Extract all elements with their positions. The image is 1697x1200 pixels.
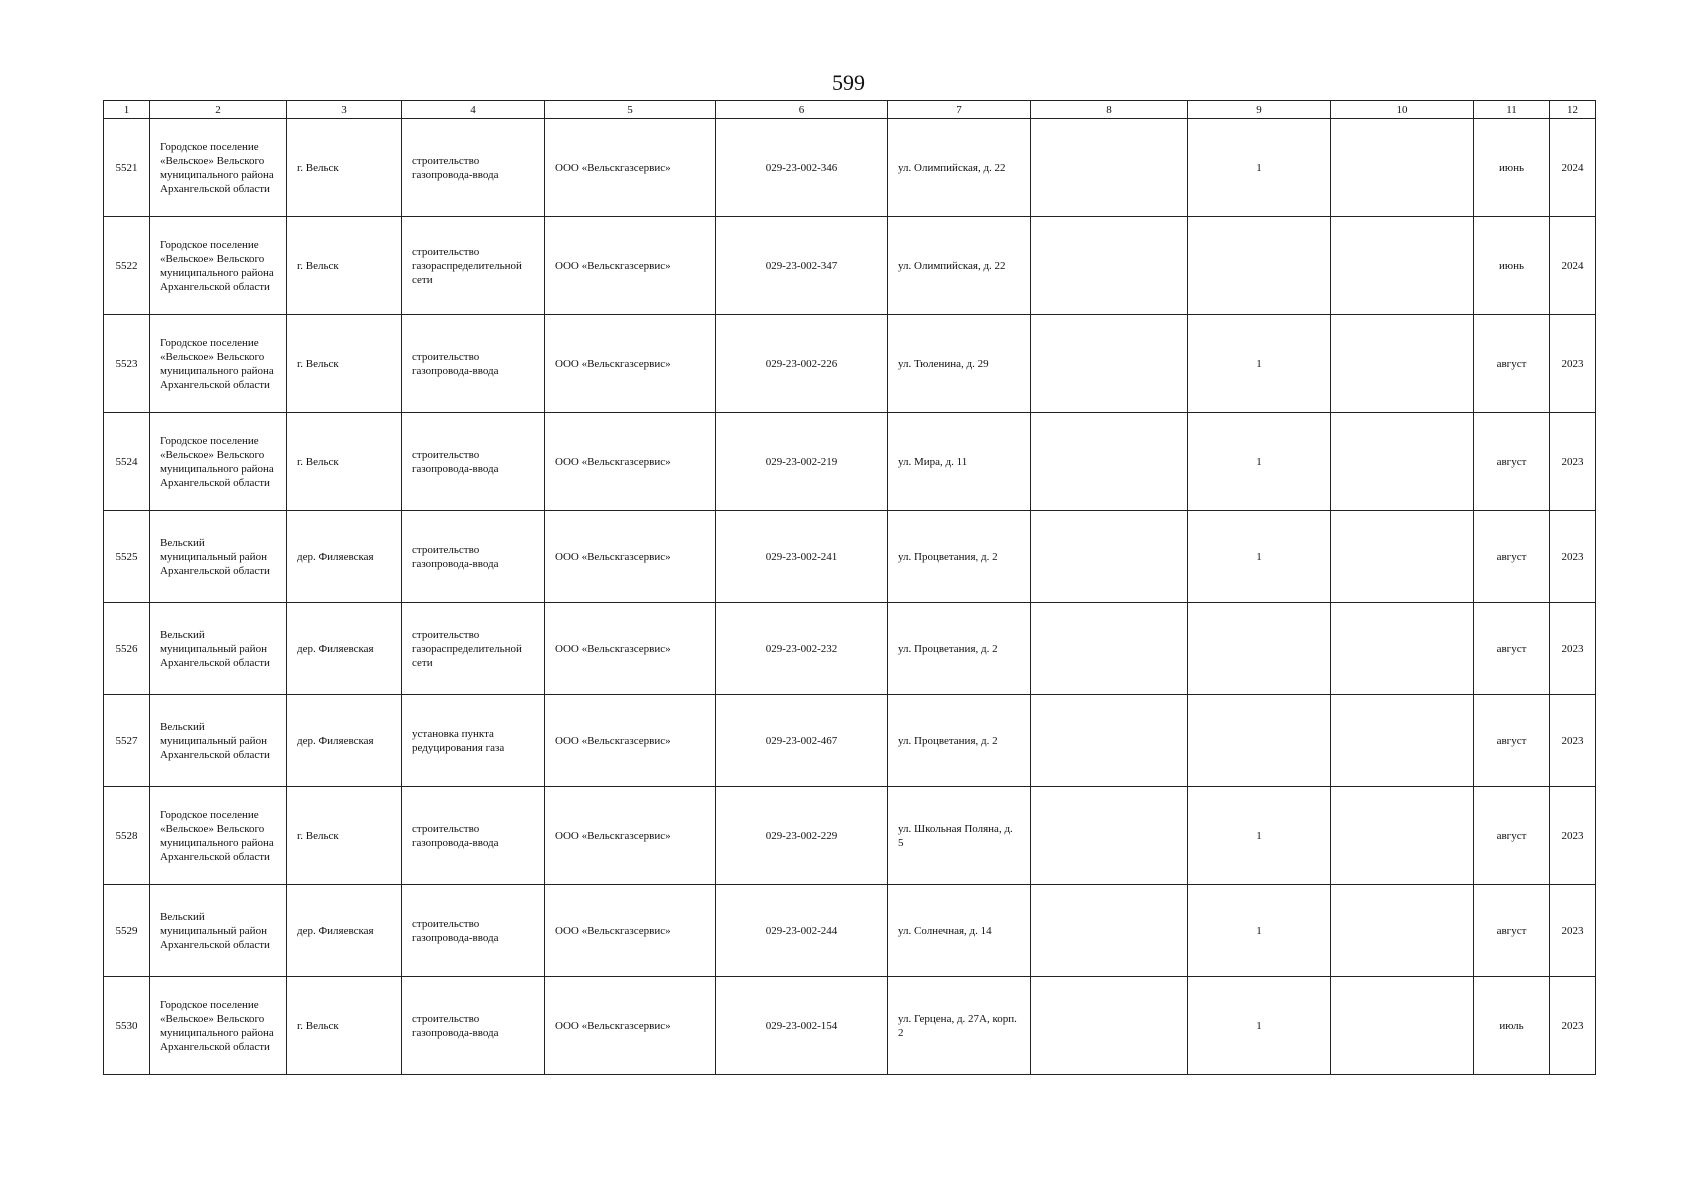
table-row	[104, 885, 1596, 977]
organization-cell: ООО «Вельскгазсервис»	[545, 695, 716, 787]
locality-cell: дер. Филяевская	[287, 603, 402, 695]
column-header: 9	[1188, 101, 1331, 119]
municipality-cell: Вельский муниципальный район Архангельской области	[150, 695, 287, 787]
column-header: 10	[1331, 101, 1474, 119]
table-row	[104, 603, 1596, 695]
column-8-cell	[1031, 413, 1188, 511]
row-number: 5522	[104, 217, 150, 315]
row-number: 5521	[104, 119, 150, 217]
column-8-cell	[1031, 315, 1188, 413]
register-table	[103, 100, 1596, 1075]
count-cell: 1	[1188, 511, 1331, 603]
organization-cell: ООО «Вельскгазсервис»	[545, 315, 716, 413]
year-cell: 2023	[1550, 885, 1596, 977]
column-10-cell	[1331, 885, 1474, 977]
column-10-cell	[1331, 217, 1474, 315]
locality-cell: г. Вельск	[287, 119, 402, 217]
address-cell: ул. Школьная Поляна, д. 5	[888, 787, 1031, 885]
work-type-cell: строительство газопровода-ввода	[402, 315, 545, 413]
table-row	[104, 977, 1596, 1075]
month-cell: июнь	[1474, 119, 1550, 217]
column-header: 11	[1474, 101, 1550, 119]
address-cell: ул. Герцена, д. 27А, корп. 2	[888, 977, 1031, 1075]
municipality-cell: Городское поселение «Вельское» Вельского муниципального района Архангельской области	[150, 217, 287, 315]
column-header: 8	[1031, 101, 1188, 119]
address-cell: ул. Тюленина, д. 29	[888, 315, 1031, 413]
work-type-cell: строительство газопровода-ввода	[402, 977, 545, 1075]
object-code-cell: 029-23-002-346	[716, 119, 888, 217]
organization-cell: ООО «Вельскгазсервис»	[545, 511, 716, 603]
count-cell: 1	[1188, 315, 1331, 413]
table-row	[104, 695, 1596, 787]
work-type-cell: установка пункта редуцирования газа	[402, 695, 545, 787]
column-header: 5	[545, 101, 716, 119]
table-row	[104, 413, 1596, 511]
count-cell: 1	[1188, 977, 1331, 1075]
count-cell	[1188, 603, 1331, 695]
locality-cell: г. Вельск	[287, 217, 402, 315]
count-cell: 1	[1188, 119, 1331, 217]
locality-cell: г. Вельск	[287, 977, 402, 1075]
locality-cell: г. Вельск	[287, 787, 402, 885]
column-8-cell	[1031, 217, 1188, 315]
table-row	[104, 787, 1596, 885]
object-code-cell: 029-23-002-467	[716, 695, 888, 787]
column-10-cell	[1331, 511, 1474, 603]
year-cell: 2023	[1550, 603, 1596, 695]
object-code-cell: 029-23-002-232	[716, 603, 888, 695]
year-cell: 2023	[1550, 787, 1596, 885]
organization-cell: ООО «Вельскгазсервис»	[545, 217, 716, 315]
object-code-cell: 029-23-002-219	[716, 413, 888, 511]
column-8-cell	[1031, 695, 1188, 787]
column-8-cell	[1031, 787, 1188, 885]
work-type-cell: строительство газопровода-ввода	[402, 119, 545, 217]
count-cell: 1	[1188, 413, 1331, 511]
table-row	[104, 315, 1596, 413]
year-cell: 2023	[1550, 695, 1596, 787]
address-cell: ул. Процветания, д. 2	[888, 695, 1031, 787]
table-body	[104, 119, 1596, 1075]
column-number-row	[104, 101, 1596, 119]
year-cell: 2023	[1550, 511, 1596, 603]
organization-cell: ООО «Вельскгазсервис»	[545, 413, 716, 511]
year-cell: 2023	[1550, 977, 1596, 1075]
locality-cell: дер. Филяевская	[287, 511, 402, 603]
row-number: 5529	[104, 885, 150, 977]
object-code-cell: 029-23-002-229	[716, 787, 888, 885]
table-row	[104, 511, 1596, 603]
address-cell: ул. Олимпийская, д. 22	[888, 217, 1031, 315]
row-number: 5524	[104, 413, 150, 511]
municipality-cell: Вельский муниципальный район Архангельской области	[150, 603, 287, 695]
month-cell: август	[1474, 787, 1550, 885]
column-8-cell	[1031, 885, 1188, 977]
address-cell: ул. Мира, д. 11	[888, 413, 1031, 511]
month-cell: июль	[1474, 977, 1550, 1075]
month-cell: август	[1474, 885, 1550, 977]
column-10-cell	[1331, 119, 1474, 217]
address-cell: ул. Олимпийская, д. 22	[888, 119, 1031, 217]
municipality-cell: Вельский муниципальный район Архангельской области	[150, 511, 287, 603]
object-code-cell: 029-23-002-347	[716, 217, 888, 315]
month-cell: июнь	[1474, 217, 1550, 315]
year-cell: 2024	[1550, 119, 1596, 217]
locality-cell: дер. Филяевская	[287, 885, 402, 977]
object-code-cell: 029-23-002-154	[716, 977, 888, 1075]
work-type-cell: строительство газопровода-ввода	[402, 413, 545, 511]
municipality-cell: Городское поселение «Вельское» Вельского муниципального района Архангельской области	[150, 315, 287, 413]
column-header: 6	[716, 101, 888, 119]
column-header: 12	[1550, 101, 1596, 119]
column-10-cell	[1331, 695, 1474, 787]
address-cell: ул. Процветания, д. 2	[888, 511, 1031, 603]
count-cell: 1	[1188, 787, 1331, 885]
month-cell: август	[1474, 511, 1550, 603]
year-cell: 2023	[1550, 413, 1596, 511]
column-8-cell	[1031, 603, 1188, 695]
row-number: 5526	[104, 603, 150, 695]
work-type-cell: строительство газопровода-ввода	[402, 787, 545, 885]
work-type-cell: строительство газораспределительной сети	[402, 603, 545, 695]
row-number: 5523	[104, 315, 150, 413]
address-cell: ул. Солнечная, д. 14	[888, 885, 1031, 977]
locality-cell: г. Вельск	[287, 413, 402, 511]
work-type-cell: строительство газораспределительной сети	[402, 217, 545, 315]
organization-cell: ООО «Вельскгазсервис»	[545, 787, 716, 885]
object-code-cell: 029-23-002-226	[716, 315, 888, 413]
municipality-cell: Вельский муниципальный район Архангельской области	[150, 885, 287, 977]
locality-cell: дер. Филяевская	[287, 695, 402, 787]
municipality-cell: Городское поселение «Вельское» Вельского муниципального района Архангельской области	[150, 787, 287, 885]
count-cell: 1	[1188, 885, 1331, 977]
month-cell: август	[1474, 603, 1550, 695]
month-cell: август	[1474, 413, 1550, 511]
column-10-cell	[1331, 413, 1474, 511]
organization-cell: ООО «Вельскгазсервис»	[545, 119, 716, 217]
column-10-cell	[1331, 315, 1474, 413]
address-cell: ул. Процветания, д. 2	[888, 603, 1031, 695]
municipality-cell: Городское поселение «Вельское» Вельского муниципального района Архангельской области	[150, 413, 287, 511]
row-number: 5528	[104, 787, 150, 885]
column-header: 3	[287, 101, 402, 119]
year-cell: 2023	[1550, 315, 1596, 413]
column-header: 7	[888, 101, 1031, 119]
column-8-cell	[1031, 977, 1188, 1075]
table-row	[104, 119, 1596, 217]
work-type-cell: строительство газопровода-ввода	[402, 885, 545, 977]
work-type-cell: строительство газопровода-ввода	[402, 511, 545, 603]
column-header: 4	[402, 101, 545, 119]
municipality-cell: Городское поселение «Вельское» Вельского муниципального района Архангельской области	[150, 977, 287, 1075]
object-code-cell: 029-23-002-241	[716, 511, 888, 603]
object-code-cell: 029-23-002-244	[716, 885, 888, 977]
column-header: 2	[150, 101, 287, 119]
month-cell: август	[1474, 315, 1550, 413]
month-cell: август	[1474, 695, 1550, 787]
row-number: 5530	[104, 977, 150, 1075]
column-10-cell	[1331, 603, 1474, 695]
column-8-cell	[1031, 119, 1188, 217]
organization-cell: ООО «Вельскгазсервис»	[545, 977, 716, 1075]
table-row	[104, 217, 1596, 315]
count-cell	[1188, 217, 1331, 315]
row-number: 5525	[104, 511, 150, 603]
column-8-cell	[1031, 511, 1188, 603]
page-number: 599	[832, 70, 865, 95]
column-10-cell	[1331, 787, 1474, 885]
organization-cell: ООО «Вельскгазсервис»	[545, 603, 716, 695]
column-10-cell	[1331, 977, 1474, 1075]
row-number: 5527	[104, 695, 150, 787]
count-cell	[1188, 695, 1331, 787]
year-cell: 2024	[1550, 217, 1596, 315]
organization-cell: ООО «Вельскгазсервис»	[545, 885, 716, 977]
column-header: 1	[104, 101, 150, 119]
locality-cell: г. Вельск	[287, 315, 402, 413]
municipality-cell: Городское поселение «Вельское» Вельского муниципального района Архангельской области	[150, 119, 287, 217]
